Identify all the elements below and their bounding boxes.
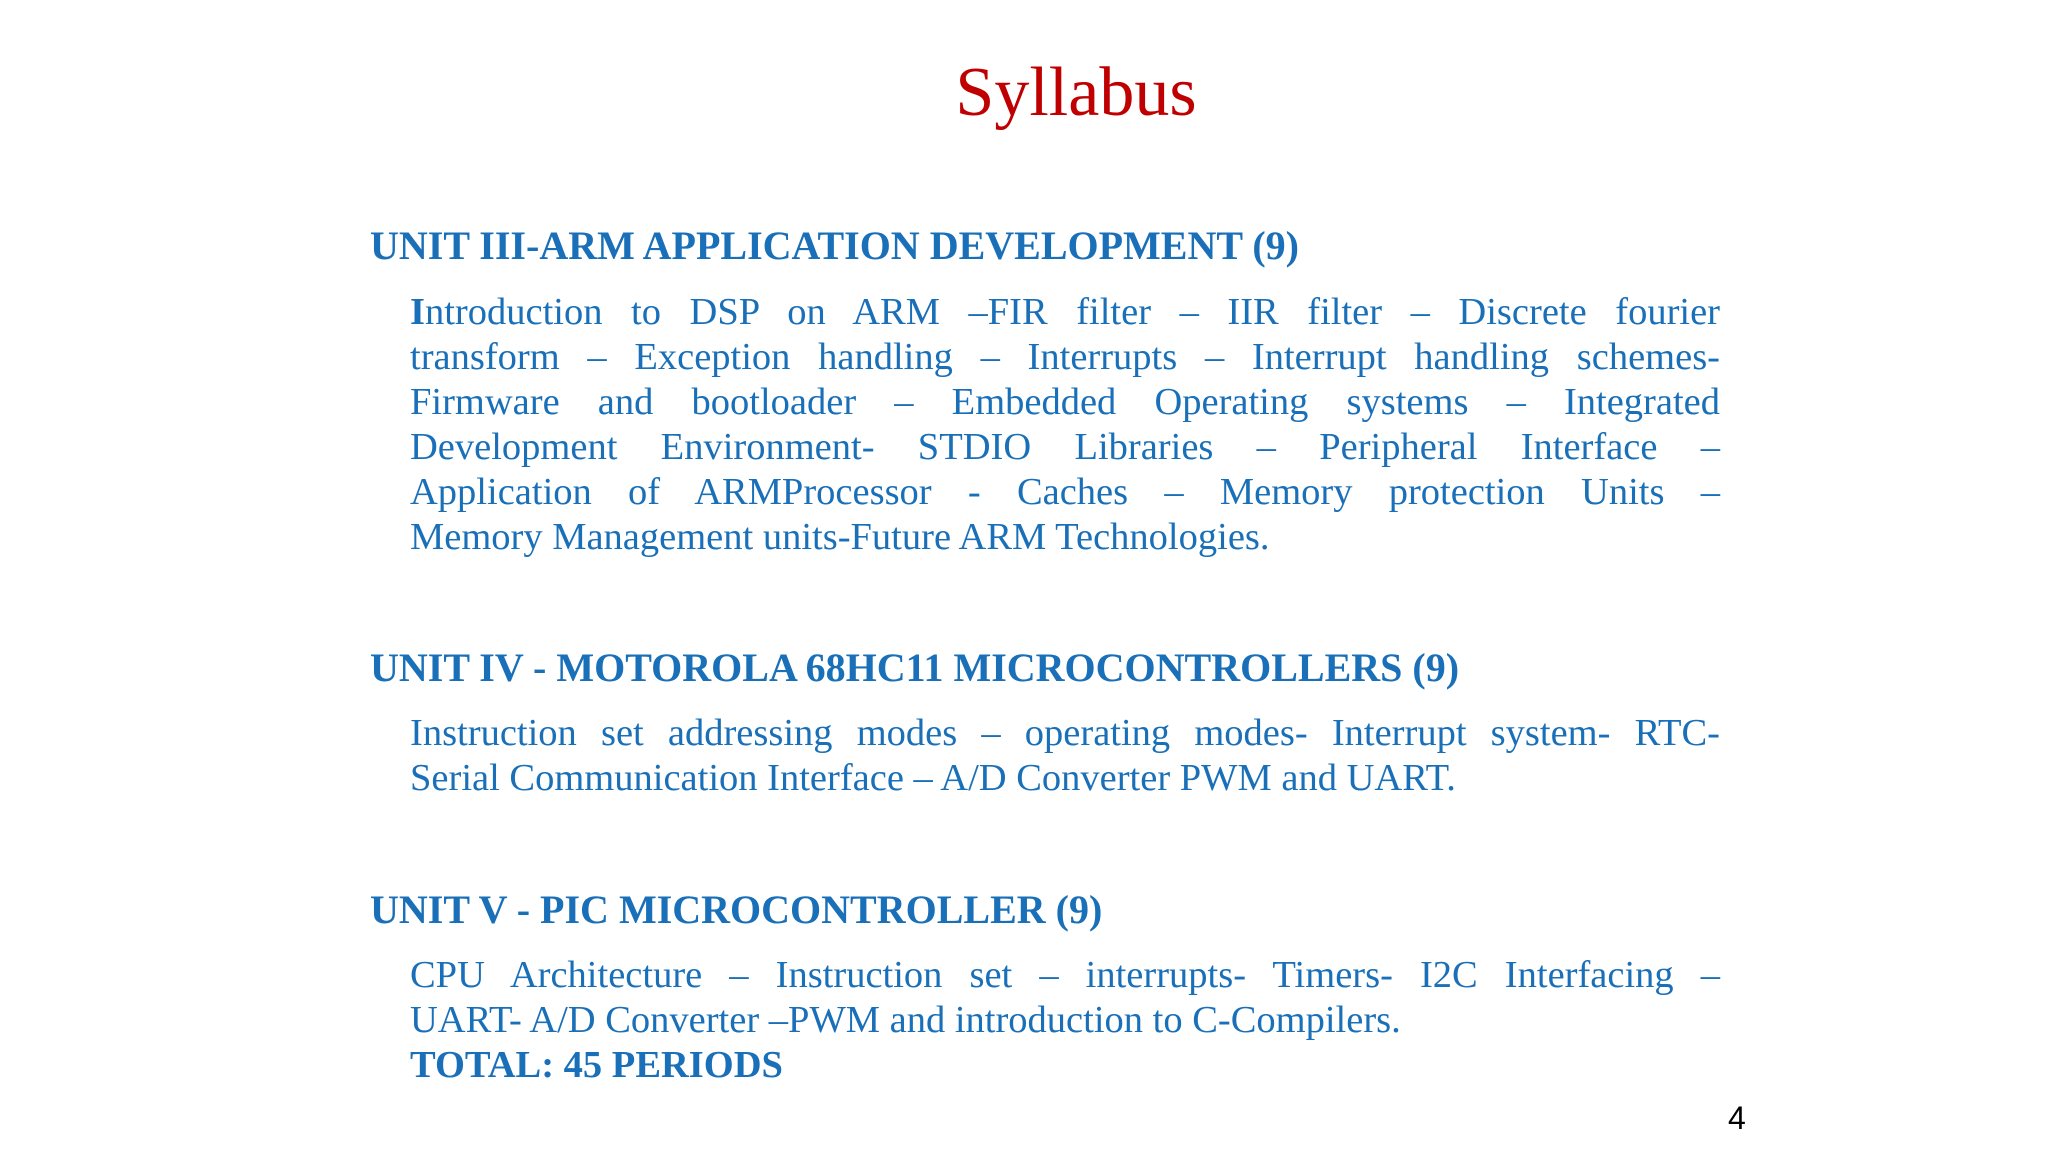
unit-5-line: UART- A/D Converter –PWM and introduction to C-Compilers. (410, 999, 1401, 1041)
page-number: 4 (1728, 1100, 1746, 1136)
unit-3-line: Application of ARMProcessor - Caches – Memory protection Units – (410, 471, 1720, 513)
unit-3-line: transform – Exception handling – Interrupts – Interrupt handling schemes- (410, 336, 1720, 378)
slide-title: Syllabus (955, 54, 1197, 131)
unit-3-line: Development Environment- STDIO Libraries – Peripheral Interface – (410, 426, 1720, 468)
unit-5-heading: UNIT V - PIC MICROCONTROLLER (9) (370, 887, 1103, 932)
unit-3-first-letter: I (410, 291, 425, 333)
unit-3-heading: UNIT III-ARM APPLICATION DEVELOPMENT (9) (370, 223, 1299, 268)
unit-3-line: Memory Management units-Future ARM Technologies. (410, 516, 1270, 558)
unit-3-line-text: ntroduction to DSP on ARM –FIR filter – IIR filter – Discrete fourier (424, 291, 1720, 333)
unit-3-description (410, 290, 1720, 560)
unit-4-line: Instruction set addressing modes – operating modes- Interrupt system- RTC- (410, 712, 1720, 754)
unit-5-line: CPU Architecture – Instruction set – interrupts- Timers- I2C Interfacing – (410, 954, 1720, 996)
total-periods: TOTAL: 45 PERIODS (410, 1044, 783, 1086)
unit-3-line (410, 290, 1720, 335)
unit-5-description (410, 953, 1720, 1088)
unit-4-heading: UNIT IV - MOTOROLA 68HC11 MICROCONTROLLERS (9) (370, 645, 1460, 690)
unit-4-line: Serial Communication Interface – A/D Converter PWM and UART. (410, 757, 1456, 799)
unit-4-description (410, 711, 1720, 801)
unit-3-line: Firmware and bootloader – Embedded Operating systems – Integrated (410, 381, 1720, 423)
